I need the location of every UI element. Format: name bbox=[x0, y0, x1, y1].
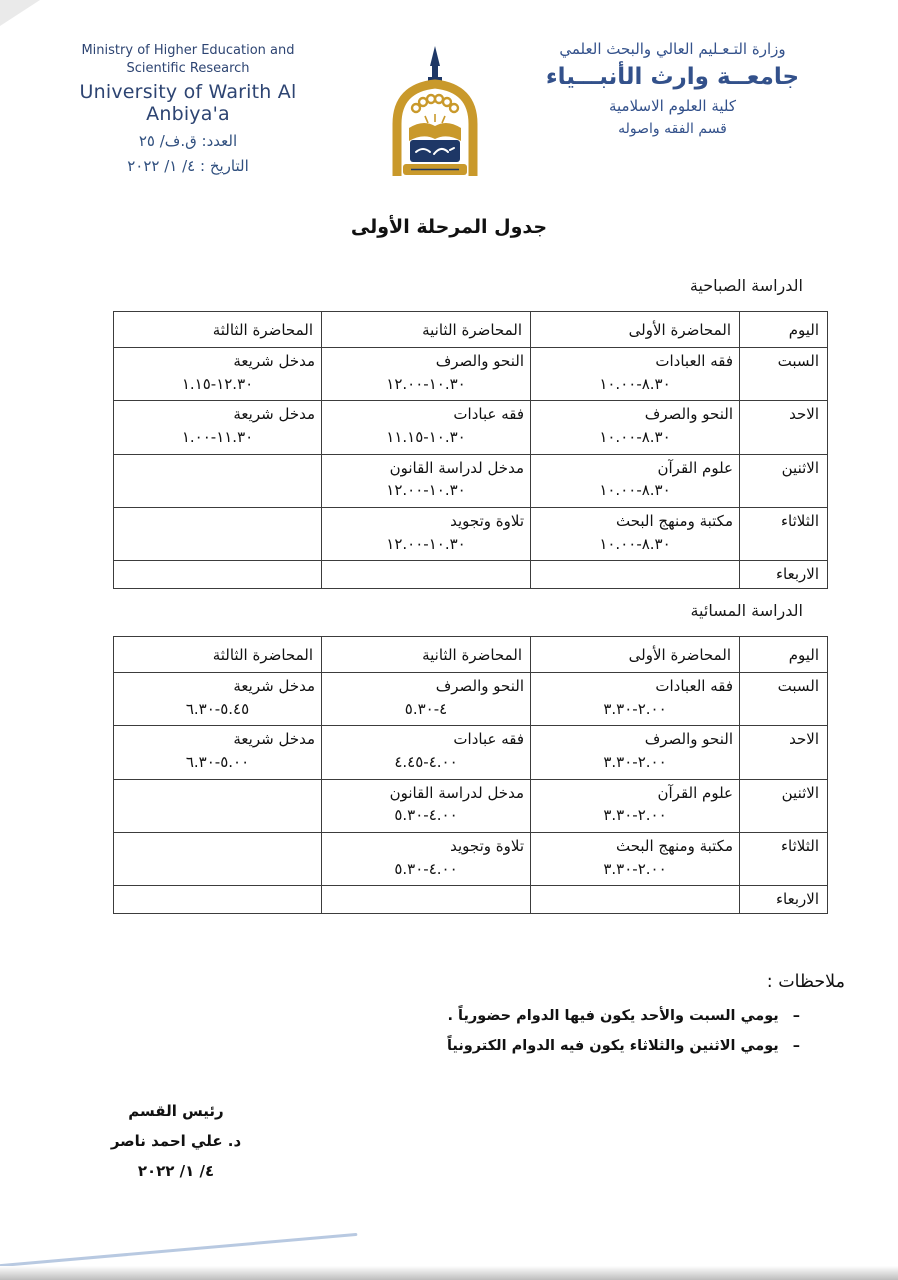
signature-name: د. علي احمد ناصر bbox=[110, 1132, 242, 1150]
schedule-table bbox=[113, 636, 828, 914]
lecture-time: ٨.٣٠-١٠.٠٠ bbox=[599, 481, 671, 500]
subject-name: مدخل شريعة bbox=[233, 352, 315, 370]
subject-name: فقه العبادات bbox=[655, 352, 733, 370]
lecture-cell bbox=[322, 779, 531, 832]
note-dash: – bbox=[792, 1008, 800, 1024]
schedule-row bbox=[114, 507, 828, 560]
lecture-column-header: المحاضرة الثانية bbox=[322, 312, 531, 348]
university-name-ar: جامعــة وارث الأنبـــياء bbox=[545, 64, 800, 90]
note-item bbox=[447, 1008, 800, 1024]
note-item bbox=[447, 1038, 800, 1054]
scan-streak-artifact bbox=[0, 1233, 357, 1268]
lecture-cell bbox=[322, 673, 531, 726]
lecture-time: ٢.٠٠-٣.٣٠ bbox=[603, 699, 667, 718]
lecture-cell bbox=[531, 779, 740, 832]
lecture-time: ٥.٠٠-٦.٣٠ bbox=[185, 753, 250, 771]
lecture-time: ١٠.٣٠-١١.١٥ bbox=[386, 428, 466, 446]
lecture-time: ٢.٠٠-٣.٣٠ bbox=[603, 859, 667, 878]
subject-name: فقه عبادات bbox=[453, 405, 524, 424]
subject-name: فقه العبادات bbox=[655, 677, 733, 695]
lecture-cell bbox=[114, 779, 322, 832]
day-cell: الاربعاء bbox=[740, 561, 828, 589]
lecture-cell bbox=[114, 561, 322, 589]
lecture-time: ١١.٣٠-١.٠٠ bbox=[181, 428, 254, 446]
lecture-time: ٨.٣٠-١٠.٠٠ bbox=[599, 428, 671, 446]
lecture-time: ٤-٥.٣٠ bbox=[404, 699, 448, 718]
subject-name: تلاوة وتجويد bbox=[450, 511, 524, 530]
ministry-name-en: Ministry of Higher Education and bbox=[81, 43, 295, 58]
schedule-row bbox=[114, 726, 828, 779]
note-dash: – bbox=[792, 1038, 800, 1054]
day-cell: الثلاثاء bbox=[740, 507, 828, 560]
lecture-cell bbox=[531, 348, 740, 401]
lecture-time: ٢.٠٠-٣.٣٠ bbox=[603, 806, 667, 825]
lecture-cell bbox=[114, 832, 322, 885]
section-heading: الدراسة المسائية bbox=[690, 601, 803, 620]
document-number: العدد: ق.ف/ ٢٥ bbox=[138, 132, 238, 151]
signature-title: رئيس القسم bbox=[128, 1102, 224, 1120]
lecture-column-header: المحاضرة الأولى bbox=[531, 637, 740, 673]
subject-name: النحو والصرف bbox=[435, 352, 524, 370]
lecture-cell bbox=[322, 348, 531, 401]
schedule-tables-container bbox=[113, 268, 827, 914]
schedule-row bbox=[114, 561, 828, 589]
lecture-cell bbox=[322, 401, 531, 454]
lecture-column-header: المحاضرة الثالثة bbox=[114, 312, 322, 348]
lecture-cell bbox=[114, 454, 322, 507]
page-title: جدول المرحلة الأولى bbox=[350, 216, 548, 238]
schedule-table bbox=[113, 311, 828, 589]
lecture-time: ٥.٤٥-٦.٣٠ bbox=[185, 699, 250, 718]
subject-name: النحو والصرف bbox=[644, 405, 733, 424]
lecture-cell bbox=[322, 561, 531, 589]
header-right-block bbox=[505, 40, 840, 137]
lecture-column-header: المحاضرة الأولى bbox=[531, 312, 740, 348]
lecture-column-header: المحاضرة الثالثة bbox=[114, 637, 322, 673]
college-name-ar: كلية العلوم الاسلامية bbox=[608, 97, 737, 115]
subject-name: فقه عبادات bbox=[453, 730, 524, 749]
lecture-time: ٤.٠٠-٤.٤٥ bbox=[394, 753, 458, 771]
day-cell: الاحد bbox=[740, 401, 828, 454]
schedule-row bbox=[114, 348, 828, 401]
scan-bottom-edge-artifact bbox=[0, 1266, 898, 1280]
lecture-cell bbox=[531, 507, 740, 560]
lecture-cell bbox=[531, 561, 740, 589]
signature-block bbox=[96, 1096, 256, 1186]
signature-date: ٤/ ١/ ٢٠٢٢ bbox=[137, 1162, 215, 1180]
lecture-cell bbox=[322, 507, 531, 560]
day-cell: الاثنين bbox=[740, 454, 828, 507]
lecture-cell bbox=[531, 886, 740, 914]
day-cell: الثلاثاء bbox=[740, 832, 828, 885]
university-name-en: University of Warith Al Anbiya'a bbox=[79, 81, 297, 126]
lecture-cell bbox=[531, 401, 740, 454]
lecture-cell bbox=[114, 673, 322, 726]
lecture-cell bbox=[322, 832, 531, 885]
lecture-time: ٨.٣٠-١٠.٠٠ bbox=[599, 534, 671, 553]
subject-name: مدخل لدراسة القانون bbox=[389, 458, 524, 477]
day-column-header: اليوم bbox=[740, 312, 828, 348]
lecture-cell bbox=[322, 454, 531, 507]
ministry-name-ar: وزارة التـعـليم العالي والبحث العلمي bbox=[559, 40, 786, 58]
lecture-time: ١٢.٣٠-١.١٥ bbox=[181, 374, 254, 393]
department-name-ar: قسم الفقه واصوله bbox=[618, 121, 727, 137]
subject-name: علوم القرآن bbox=[657, 783, 733, 802]
lecture-cell bbox=[531, 832, 740, 885]
lecture-time: ١٠.٣٠-١٢.٠٠ bbox=[386, 374, 466, 393]
ministry-name-en-line2: Scientific Research bbox=[126, 60, 250, 76]
schedule-row bbox=[114, 779, 828, 832]
lecture-cell bbox=[322, 886, 531, 914]
day-column-header: اليوم bbox=[740, 637, 828, 673]
subject-name: تلاوة وتجويد bbox=[450, 836, 524, 855]
note-text: يومي الاثنين والثلاثاء يكون فيه الدوام الكترونياً bbox=[446, 1038, 779, 1054]
day-cell: الاحد bbox=[740, 726, 828, 779]
notes-heading: ملاحظات : bbox=[766, 972, 845, 992]
emblem-graphic bbox=[383, 44, 487, 186]
schedule-row bbox=[114, 886, 828, 914]
lecture-cell bbox=[114, 726, 322, 779]
lecture-cell bbox=[114, 507, 322, 560]
subject-name: مدخل لدراسة القانون bbox=[389, 783, 524, 802]
subject-name: مكتبة ومنهج البحث bbox=[615, 836, 733, 855]
lecture-time: ١٠.٣٠-١٢.٠٠ bbox=[386, 534, 466, 553]
university-emblem-logo bbox=[383, 44, 487, 186]
lecture-time: ٤.٠٠-٥.٣٠ bbox=[394, 806, 458, 825]
subject-name: مدخل شريعة bbox=[233, 405, 315, 424]
note-text: يومي السبت والأحد يكون فيها الدوام حضورياً . bbox=[447, 1008, 779, 1024]
day-cell: السبت bbox=[740, 348, 828, 401]
subject-name: مدخل شريعة bbox=[233, 730, 315, 749]
lecture-time: ٨.٣٠-١٠.٠٠ bbox=[599, 374, 671, 393]
subject-name: مكتبة ومنهج البحث bbox=[615, 511, 733, 530]
schedule-row bbox=[114, 454, 828, 507]
day-cell: الاربعاء bbox=[740, 886, 828, 914]
lecture-time: ٤.٠٠-٥.٣٠ bbox=[394, 859, 458, 878]
lecture-cell bbox=[531, 673, 740, 726]
lecture-column-header: المحاضرة الثانية bbox=[322, 637, 531, 673]
lecture-cell bbox=[114, 348, 322, 401]
subject-name: النحو والصرف bbox=[435, 677, 524, 695]
subject-name: مدخل شريعة bbox=[233, 677, 315, 695]
subject-name: النحو والصرف bbox=[644, 730, 733, 749]
subject-name: علوم القرآن bbox=[657, 458, 733, 477]
section-heading: الدراسة الصباحية bbox=[689, 276, 803, 295]
header-left-block bbox=[38, 42, 338, 175]
lecture-cell bbox=[114, 401, 322, 454]
lecture-cell bbox=[114, 886, 322, 914]
lecture-time: ٢.٠٠-٣.٣٠ bbox=[603, 753, 667, 771]
document-date: التاريخ : ٤/ ١/ ٢٠٢٢ bbox=[127, 157, 249, 176]
notes-section bbox=[447, 972, 845, 1068]
lecture-cell bbox=[322, 726, 531, 779]
scan-corner-artifact bbox=[0, 0, 40, 26]
day-cell: الاثنين bbox=[740, 779, 828, 832]
schedule-row bbox=[114, 832, 828, 885]
lecture-time: ١٠.٣٠-١٢.٠٠ bbox=[386, 481, 466, 500]
day-cell: السبت bbox=[740, 673, 828, 726]
lecture-cell bbox=[531, 454, 740, 507]
schedule-row bbox=[114, 673, 828, 726]
lecture-cell bbox=[531, 726, 740, 779]
schedule-row bbox=[114, 401, 828, 454]
